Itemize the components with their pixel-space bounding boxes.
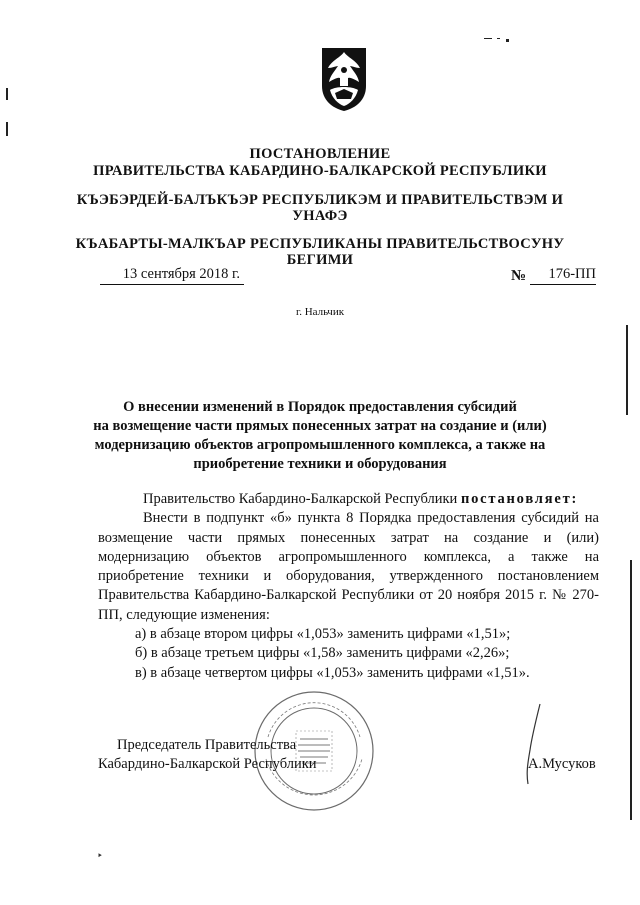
decree-subject-line4: приобретение техники и оборудования: [193, 456, 447, 472]
amendment-item-c: в) в абзаце четвертом цифры «1,053» заменить цифрами «1,51».: [135, 664, 530, 681]
decree-city: г. Нальчик: [295, 306, 345, 318]
header-government-title: ПРАВИТЕЛЬСТВА КАБАРДИНО-БАЛКАРСКОЙ РЕСПУБЛИКИ: [93, 163, 547, 179]
scan-mark-right-mid: [626, 325, 628, 415]
signatory-position-line1: Председатель Правительства: [117, 737, 297, 753]
amendment-item-a: а) в абзаце втором цифры «1,053» заменить цифрами «1,51»;: [135, 626, 511, 643]
footer-mark: ‣: [97, 851, 103, 862]
header-kabardian-line2: УНАФЭ: [292, 208, 348, 224]
scan-mark-top-right-3: [506, 39, 509, 42]
handwritten-signature: [518, 700, 548, 790]
signatory-name: А.Мусуков: [528, 756, 596, 772]
decree-intro-text: Правительство Кабардино-Балкарской Республики: [143, 491, 458, 507]
decree-intro: [98, 490, 599, 509]
decree-body: [98, 490, 599, 683]
decree-subject-line1: О внесении изменений в Порядок предоставления субсидий: [123, 399, 517, 415]
header-balkar-line1: КЪАБАРТЫ-МАЛКЪАР РЕСПУБЛИКАНЫ ПРАВИТЕЛЬСТВОСУНУ: [75, 236, 565, 252]
decree-paragraph: Внести в подпункт «б» пункта 8 Порядка предоставления субсидий на возмещение части прямых понесенных затрат на создание и (или) модернизацию объектов агропромышленного комплекса, а также на приобретение техники и оборудования, утвержденного постановлением Правительства Кабардино-Балкарской Республики от 20 ноября 2015 г. № 270-ПП, следующие изменения:: [98, 510, 599, 623]
scan-mark-top-right: [484, 38, 492, 39]
header-kabardian-line1: КЪЭБЭРДЕЙ-БАЛЪКЪЭР РЕСПУБЛИКЭМ И ПРАВИТЕЛЬСТВЭМ И: [76, 192, 564, 208]
scan-mark-left-mid: [6, 122, 8, 136]
signatory-position-line2: Кабардино-Балкарской Республики: [98, 756, 317, 772]
decree-number-label: №: [511, 268, 527, 284]
decree-subject-line2: на возмещение части прямых понесенных затрат на создание и (или): [93, 418, 547, 434]
header-balkar-line2: БЕГИМИ: [286, 252, 354, 268]
decree-subject-line3: модернизацию объектов агропромышленного комплекса, а также на: [94, 437, 546, 453]
decree-date: 13 сентября 2018 г.: [100, 265, 244, 285]
scan-mark-top-right-2: [497, 38, 500, 39]
scan-mark-right-low: [630, 560, 632, 820]
header-decree-title: ПОСТАНОВЛЕНИЕ: [249, 146, 391, 162]
decree-number: 176-ПП: [530, 265, 596, 285]
decree-action-word: постановляет:: [460, 491, 579, 507]
amendment-item-b: б) в абзаце третьем цифры «1,58» заменить цифрами «2,26»;: [135, 645, 510, 662]
coat-of-arms-emblem: [318, 46, 370, 112]
scan-mark-left-top: [6, 88, 8, 100]
